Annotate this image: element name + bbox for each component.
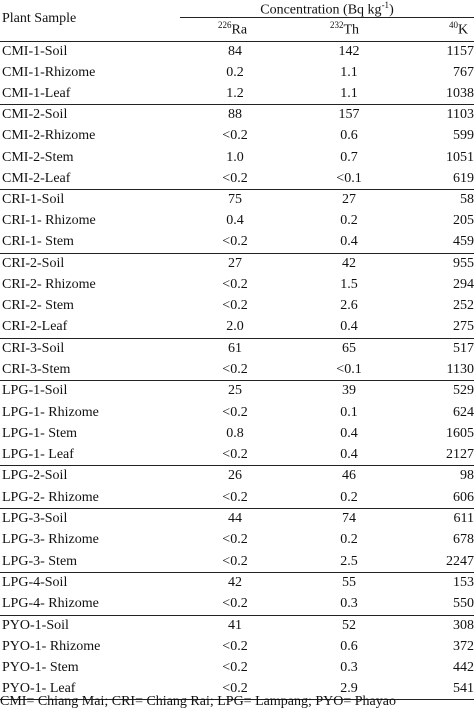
th-cell: 0.4 [340, 234, 358, 249]
k-cell: 372 [453, 639, 474, 654]
group-divider [0, 615, 474, 616]
ra-cell: <0.2 [222, 362, 248, 377]
sample-cell: LPG-1-Soil [2, 383, 68, 398]
th-cell: <0.1 [336, 362, 362, 377]
k-cell: 275 [453, 319, 474, 334]
th-cell: 142 [338, 44, 360, 59]
k-cell: 294 [453, 277, 474, 292]
k-cell: 606 [453, 490, 474, 505]
sample-cell: CRI-2-Soil [2, 256, 65, 271]
ra-cell: 88 [228, 107, 242, 122]
table-row [0, 253, 474, 274]
ra-cell: <0.2 [222, 234, 248, 249]
th-cell: 52 [342, 618, 356, 633]
table-row [0, 529, 474, 550]
th-cell: 65 [342, 341, 356, 356]
sample-cell: CMI-1-Soil [2, 44, 68, 59]
sample-cell: CRI-3-Stem [2, 362, 71, 377]
th-cell: 74 [342, 511, 356, 526]
th-column-header [330, 20, 359, 39]
table-row [0, 615, 474, 636]
sample-cell: CMI-2-Rhizome [2, 128, 96, 143]
k-cell: 678 [453, 532, 474, 547]
table-row [0, 380, 474, 401]
ra-cell: <0.2 [222, 405, 248, 420]
ra-cell: <0.2 [222, 639, 248, 654]
table-row [0, 551, 474, 572]
k-cell: 98 [460, 468, 474, 483]
sample-cell: CRI-1- Stem [2, 234, 74, 249]
th-cell: 157 [338, 107, 360, 122]
th-cell: 1.5 [340, 277, 358, 292]
table-row [0, 125, 474, 146]
th-cell: 0.4 [340, 447, 358, 462]
table-row [0, 593, 474, 614]
sample-cell: LPG-3- Stem [2, 554, 78, 569]
table-row [0, 508, 474, 529]
table-row [0, 402, 474, 423]
ra-cell: <0.2 [222, 660, 248, 675]
th-cell: 46 [342, 468, 356, 483]
ra-column-header [218, 20, 247, 39]
k-cell: 1130 [446, 362, 474, 377]
ra-mass-number: 226 [218, 20, 232, 30]
sample-cell: LPG-1- Rhizome [2, 405, 99, 420]
k-cell: 2247 [446, 554, 474, 569]
ra-cell: 2.0 [226, 319, 244, 334]
th-cell: 0.1 [340, 405, 358, 420]
ra-cell: 25 [228, 383, 242, 398]
th-cell: 0.2 [340, 532, 358, 547]
ra-cell: 0.2 [226, 65, 244, 80]
table-row [0, 147, 474, 168]
concentration-close: ) [389, 2, 394, 18]
k-cell: 1605 [446, 426, 474, 441]
sample-cell: CMI-2-Leaf [2, 171, 71, 186]
ra-cell: <0.2 [222, 447, 248, 462]
group-divider [0, 508, 474, 509]
ra-cell: <0.2 [222, 128, 248, 143]
sample-cell: LPG-4-Soil [2, 575, 68, 590]
th-cell: 0.4 [340, 426, 358, 441]
k-cell: 308 [453, 618, 474, 633]
k-cell: 1157 [446, 44, 474, 59]
plant-sample-header: Plant Sample [2, 11, 77, 26]
table-row [0, 657, 474, 678]
k-symbol: K [458, 22, 469, 38]
sample-cell: CMI-1-Rhizome [2, 65, 96, 80]
table-row [0, 636, 474, 657]
k-cell: 624 [453, 405, 474, 420]
sample-cell: LPG-2- Rhizome [2, 490, 99, 505]
group-divider [0, 572, 474, 573]
k-cell: 550 [453, 596, 474, 611]
concentration-exponent: -1 [381, 0, 390, 10]
sample-cell: PYO-1- Leaf [2, 681, 76, 696]
th-cell: 0.3 [340, 596, 358, 611]
group-divider [0, 253, 474, 254]
ra-cell: <0.2 [222, 277, 248, 292]
sample-cell: CMI-2-Soil [2, 107, 68, 122]
group-divider [0, 380, 474, 381]
sample-cell: PYO-1- Stem [2, 660, 79, 675]
group-divider [0, 189, 474, 190]
ra-cell: 75 [228, 192, 242, 207]
k-cell: 442 [453, 660, 474, 675]
ra-symbol: Ra [231, 22, 248, 38]
k-column-header [449, 20, 468, 39]
sample-cell: CRI-2- Rhizome [2, 277, 96, 292]
k-cell: 1051 [446, 150, 474, 165]
sample-cell: LPG-2-Soil [2, 468, 68, 483]
ra-cell: 0.8 [226, 426, 244, 441]
k-cell: 767 [453, 65, 474, 80]
th-cell: 0.4 [340, 319, 358, 334]
ra-cell: <0.2 [222, 681, 248, 696]
sample-cell: LPG-3-Soil [2, 511, 68, 526]
sample-cell: LPG-1- Leaf [2, 447, 74, 462]
ra-cell: 26 [228, 468, 242, 483]
concentration-header [180, 0, 474, 19]
ra-cell: 84 [228, 44, 242, 59]
concentration-label: Concentration (Bq kg [260, 2, 382, 18]
k-cell: 529 [453, 383, 474, 398]
th-cell: 0.6 [340, 639, 358, 654]
table-row [0, 295, 474, 316]
th-cell: 2.5 [340, 554, 358, 569]
table-row [0, 359, 474, 380]
th-cell: <0.1 [336, 171, 362, 186]
th-cell: 0.2 [340, 213, 358, 228]
k-cell: 1103 [446, 107, 474, 122]
table-row [0, 444, 474, 465]
ra-cell: <0.2 [222, 171, 248, 186]
sample-cell: CRI-1-Soil [2, 192, 65, 207]
th-cell: 42 [342, 256, 356, 271]
th-cell: 2.9 [340, 681, 358, 696]
group-divider [0, 465, 474, 466]
k-cell: 205 [453, 213, 474, 228]
k-cell: 252 [453, 298, 474, 313]
ra-cell: 27 [228, 256, 242, 271]
th-cell: 0.6 [340, 128, 358, 143]
table-row [0, 316, 474, 337]
table-header [0, 0, 474, 41]
group-divider [0, 41, 474, 42]
ra-cell: <0.2 [222, 554, 248, 569]
table-row [0, 572, 474, 593]
th-cell: 1.1 [340, 86, 358, 101]
table-row [0, 62, 474, 83]
ra-cell: 1.2 [226, 86, 244, 101]
table-row [0, 41, 474, 62]
th-cell: 0.7 [340, 150, 358, 165]
sample-cell: PYO-1-Soil [2, 618, 69, 633]
k-cell: 619 [453, 171, 474, 186]
ra-cell: <0.2 [222, 490, 248, 505]
ra-cell: 1.0 [226, 150, 244, 165]
ra-cell: <0.2 [222, 596, 248, 611]
table-row [0, 168, 474, 189]
k-mass-number: 40 [449, 20, 458, 30]
k-cell: 599 [453, 128, 474, 143]
table-row [0, 83, 474, 104]
th-cell: 27 [342, 192, 356, 207]
k-cell: 58 [460, 192, 474, 207]
th-cell: 2.6 [340, 298, 358, 313]
th-symbol: Th [343, 22, 360, 38]
group-divider [0, 104, 474, 105]
sample-cell: CMI-1-Leaf [2, 86, 71, 101]
sample-cell: CRI-1- Rhizome [2, 213, 96, 228]
k-cell: 2127 [446, 447, 474, 462]
th-cell: 55 [342, 575, 356, 590]
sample-cell: LPG-1- Stem [2, 426, 78, 441]
th-cell: 1.1 [340, 65, 358, 80]
ra-cell: 0.4 [226, 213, 244, 228]
k-cell: 955 [453, 256, 474, 271]
th-cell: 0.2 [340, 490, 358, 505]
th-cell: 0.3 [340, 660, 358, 675]
ra-cell: <0.2 [222, 532, 248, 547]
table-row [0, 231, 474, 252]
sample-cell: CMI-2-Stem [2, 150, 74, 165]
ra-cell: <0.2 [222, 298, 248, 313]
sample-cell: PYO-1- Rhizome [2, 639, 101, 654]
k-cell: 153 [453, 575, 474, 590]
ra-cell: 41 [228, 618, 242, 633]
sample-cell: CRI-2- Stem [2, 298, 74, 313]
sample-cell: CRI-2-Leaf [2, 319, 68, 334]
table-row [0, 423, 474, 444]
k-cell: 459 [453, 234, 474, 249]
k-cell: 517 [453, 341, 474, 356]
ra-cell: 42 [228, 575, 242, 590]
sample-cell: CRI-3-Soil [2, 341, 65, 356]
sample-cell: LPG-3- Rhizome [2, 532, 99, 547]
group-divider [0, 338, 474, 339]
ra-cell: 44 [228, 511, 242, 526]
sample-cell: LPG-4- Rhizome [2, 596, 99, 611]
th-cell: 39 [342, 383, 356, 398]
k-cell: 1038 [446, 86, 474, 101]
table-row [0, 465, 474, 486]
table-row [0, 104, 474, 125]
header-subrule [180, 17, 474, 18]
table-row [0, 338, 474, 359]
table-row [0, 487, 474, 508]
table-row [0, 274, 474, 295]
table-row [0, 189, 474, 210]
footnote: CMI= Chiang Mai; CRI= Chiang Rai; LPG= Lampang; PYO= Phayao [0, 694, 396, 709]
ra-cell: 61 [228, 341, 242, 356]
table-row [0, 210, 474, 231]
th-mass-number: 232 [330, 20, 344, 30]
k-cell: 611 [453, 511, 474, 526]
k-cell: 541 [453, 681, 474, 696]
